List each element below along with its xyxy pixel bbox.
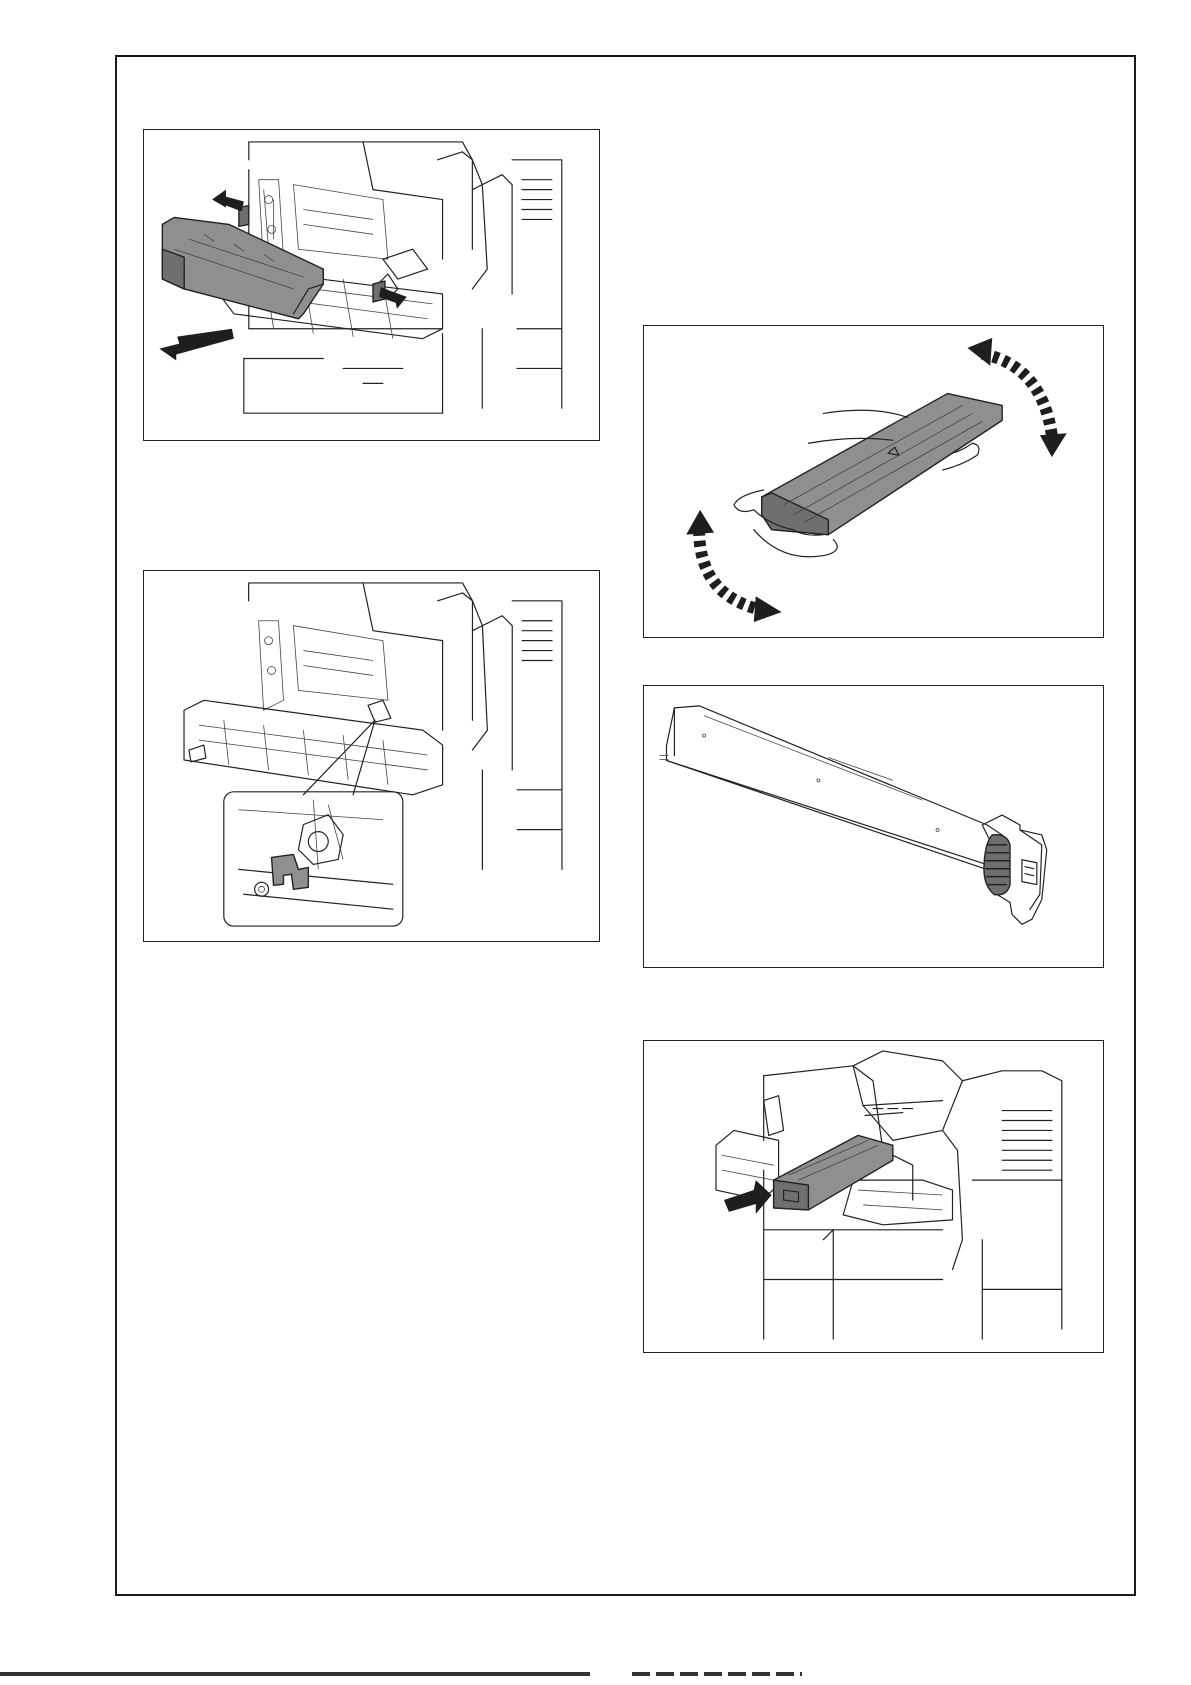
gear-icon (984, 835, 1010, 895)
release-arrow-icon (212, 190, 244, 212)
toner-cartridge-icon (644, 326, 1103, 637)
figure-shake-toner (643, 325, 1104, 638)
waste-toner-box-icon (144, 130, 599, 440)
figure-insert-toner (643, 1040, 1104, 1353)
machine-front-open-icon (144, 571, 599, 941)
figure-lever-detail (143, 570, 600, 942)
zoom-callout-icon (224, 792, 403, 926)
release-arrow-icon (379, 287, 407, 309)
bottom-rule-pattern (632, 1672, 802, 1676)
figure-waste-toner-removal (143, 129, 600, 441)
insert-arrow-icon (724, 1180, 772, 1214)
lever-icon (272, 854, 309, 889)
bottom-rule (0, 1672, 590, 1676)
machine-front-open-icon (644, 1041, 1103, 1352)
shake-arrow-icon (699, 530, 759, 609)
toner-cartridge-icon (644, 686, 1103, 967)
figure-toner-cartridge (643, 685, 1104, 968)
remove-arrow-icon (159, 329, 234, 361)
